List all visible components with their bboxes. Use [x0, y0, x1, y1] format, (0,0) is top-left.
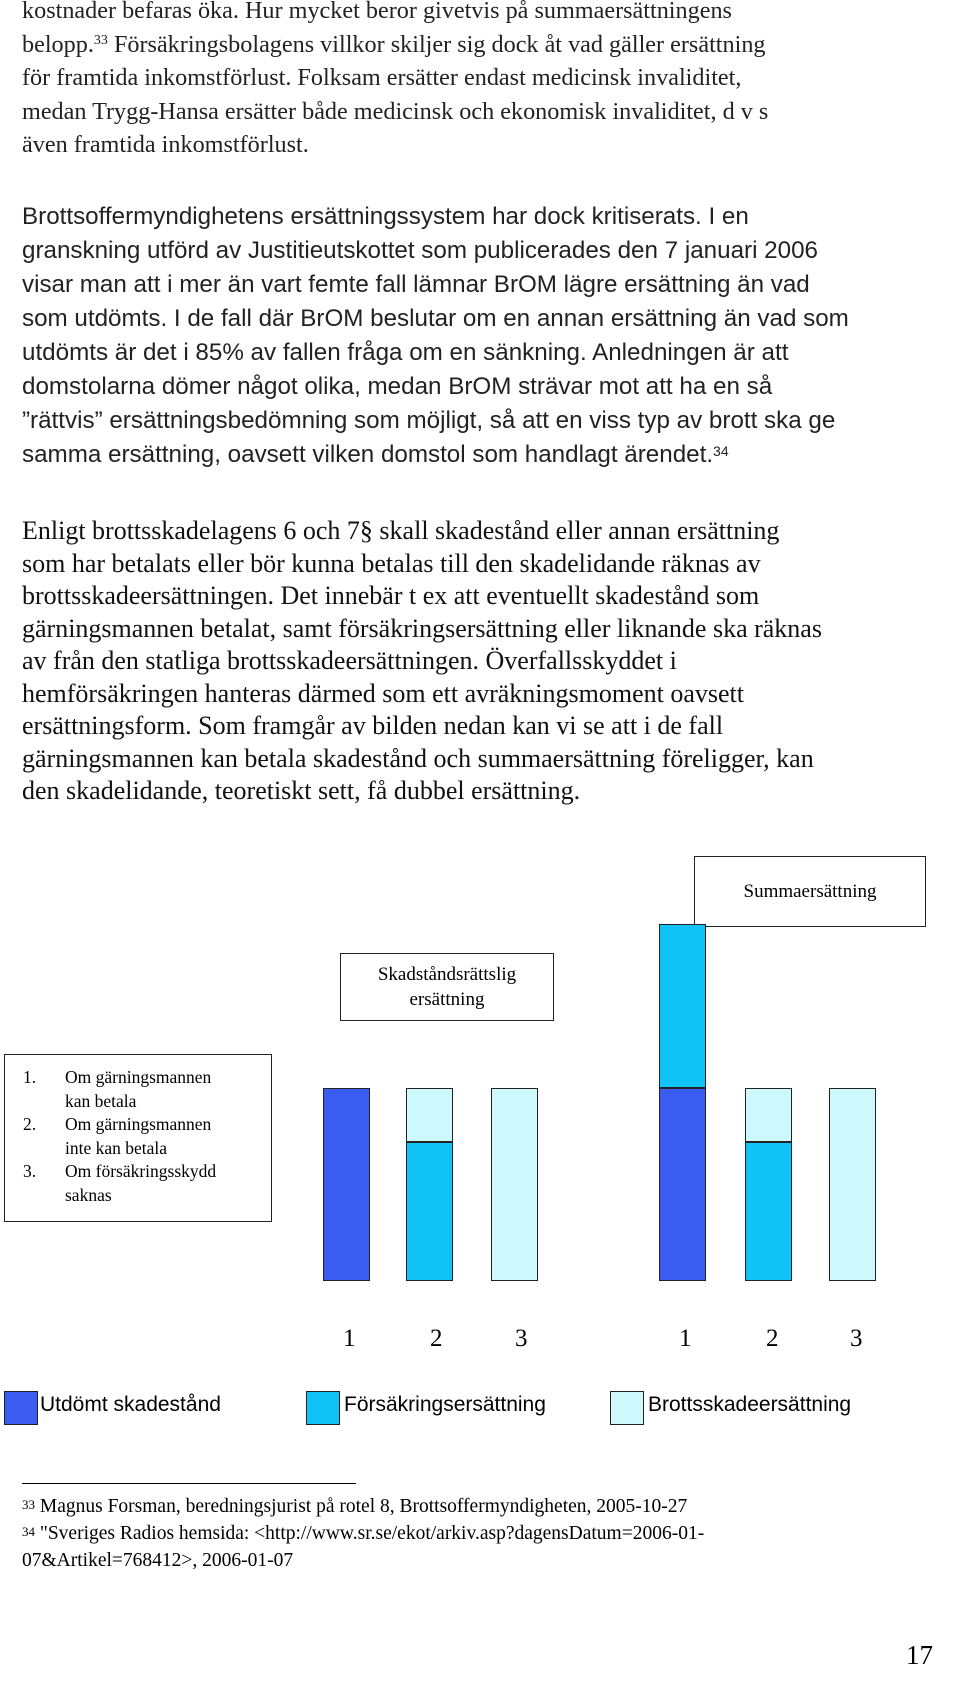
skadestand-label-line: ersättning: [409, 989, 485, 1010]
text-line: som utdömts. I de fall där BrOM beslutar om en annan ersättning än vad som: [22, 305, 849, 332]
text-line: domstolarna dömer något olika, medan BrOM strävar mot att ha en så: [22, 373, 773, 400]
text-line: gärningsmannen betalat, samt försäkringsersättning eller liknande ska räknas: [22, 613, 822, 643]
paragraph-brom-criticism: [22, 200, 960, 472]
scenario-key-item: 2. Om gärningsmannen inte kan betala: [23, 1114, 212, 1158]
text-line: gärningsmannen kan betala skadestånd och summaersättning föreligger, kan: [22, 743, 814, 773]
text-line: visar man att i mer än vart femte fall lämnar BrOM lägre ersättning än vad: [22, 271, 810, 298]
x-tick-label: 2: [430, 1325, 443, 1352]
text-line: även framtida inkomstförlust.: [22, 131, 309, 158]
bar-segment-brottsskade: [745, 1088, 792, 1142]
bar-segment-utdomt: [323, 1088, 370, 1281]
x-tick-label: 3: [515, 1325, 528, 1352]
bar-segment-brottsskade: [829, 1088, 876, 1281]
text-line: utdömts är det i 85% av fallen fråga om en sänkning. Anledningen är att: [22, 339, 789, 366]
skadestand-label-line: Skadståndsrättslig: [377, 964, 517, 985]
x-tick-label: 2: [766, 1325, 779, 1352]
paragraph-brottsskadelag: [22, 515, 960, 808]
text-line: som har betalats eller bör kunna betalas till den skadelidande räknas av: [22, 548, 761, 578]
bar-segment-brottsskade: [406, 1088, 453, 1142]
footnote-ref-33: 33: [93, 32, 108, 48]
bar-segment-forsakring: [406, 1142, 453, 1281]
text-line: brottsskadeersättningen. Det innebär t ex att eventuellt skadestånd som: [22, 581, 760, 610]
x-tick-label: 1: [679, 1325, 692, 1352]
text-line: ersättningsform. Som framgår av bilden nedan kan vi se att i de fall: [22, 711, 724, 740]
text-line: för framtida inkomstförlust. Folksam ersätter endast medicinsk invaliditet,: [22, 64, 742, 91]
footnote-separator: [22, 1483, 356, 1484]
text-line: medan Trygg-Hansa ersätter både medicinsk och ekonomisk invaliditet, d v s: [22, 97, 769, 125]
bar-segment-utdomt: [659, 1088, 706, 1281]
legend-label-forsakring: Försäkringsersättning: [344, 1393, 546, 1416]
bar-segment-brottsskade: [491, 1088, 538, 1281]
text-line: Enligt brottsskadelagens 6 och 7§ skall skadestånd eller annan ersättning: [22, 516, 780, 545]
text-line: kostnader befaras öka. Hur mycket beror givetvis på summaersättningens: [22, 0, 732, 24]
summaersattning-label-box: [694, 856, 926, 927]
text-line: av från den statliga brottsskadeersättningen. Överfallsskyddet i: [22, 646, 677, 675]
legend-swatch-brottsskade: [610, 1391, 644, 1425]
scenario-key-item: 1. Om gärningsmannen kan betala: [23, 1067, 212, 1111]
bar-segment-forsakring: [659, 924, 706, 1088]
scenario-key-item: 3. Om försäkringsskydd saknas: [23, 1161, 217, 1205]
scenario-key-box: [4, 1054, 272, 1222]
text-line: hemförsäkringen hanteras därmed som ett avräkningsmoment oavsett: [22, 678, 745, 708]
footnote-34: $^{34}$ "Sveriges Radios hemsida: <http://www.sr.se/ekot/arkiv.asp?dagensDatum=2006-01- 07&Artikel=768412>, 2006-01-07: [22, 1523, 705, 1571]
text-line: belopp.$^{33}$ Försäkringsbolagens villkor skiljer sig dock åt vad gäller ersättning: [22, 30, 766, 58]
footnote-33: $^{33}$ Magnus Forsman, beredningsjurist på rotel 8, Brottsoffermyndigheten, 2005-10-27: [22, 1496, 688, 1517]
footnote-ref-34: 34: [713, 443, 729, 459]
text-line: samma ersättning, oavsett vilken domstol som handlagt ärendet.$^{34}$: [22, 441, 729, 468]
text-line: den skadelidande, teoretiskt sett, få dubbel ersättning.: [22, 776, 581, 805]
summaersattning-label: Summaersättning: [743, 880, 877, 902]
page-number: 17: [906, 1640, 933, 1670]
text-line: Brottsoffermyndighetens ersättningssystem har dock kritiserats. I en: [22, 203, 749, 230]
paragraph-insurance: [22, 0, 960, 162]
text-line: ”rättvis” ersättningsbedömning som möjligt, så att en viss typ av brott ska ge: [22, 407, 836, 434]
legend-label-utdomt: Utdömt skadestånd: [40, 1393, 221, 1416]
legend-swatch-forsakring: [306, 1391, 340, 1425]
text-line: granskning utförd av Justitieutskottet som publicerades den 7 januari 2006: [22, 237, 818, 264]
legend-label-brottsskade: Brottsskadeersättning: [648, 1393, 852, 1416]
bar-segment-forsakring: [745, 1142, 792, 1281]
skadestand-label-box: [340, 953, 554, 1021]
x-tick-label: 3: [850, 1325, 863, 1352]
legend-swatch-utdomt: [4, 1391, 38, 1425]
x-tick-label: 1: [343, 1325, 356, 1352]
